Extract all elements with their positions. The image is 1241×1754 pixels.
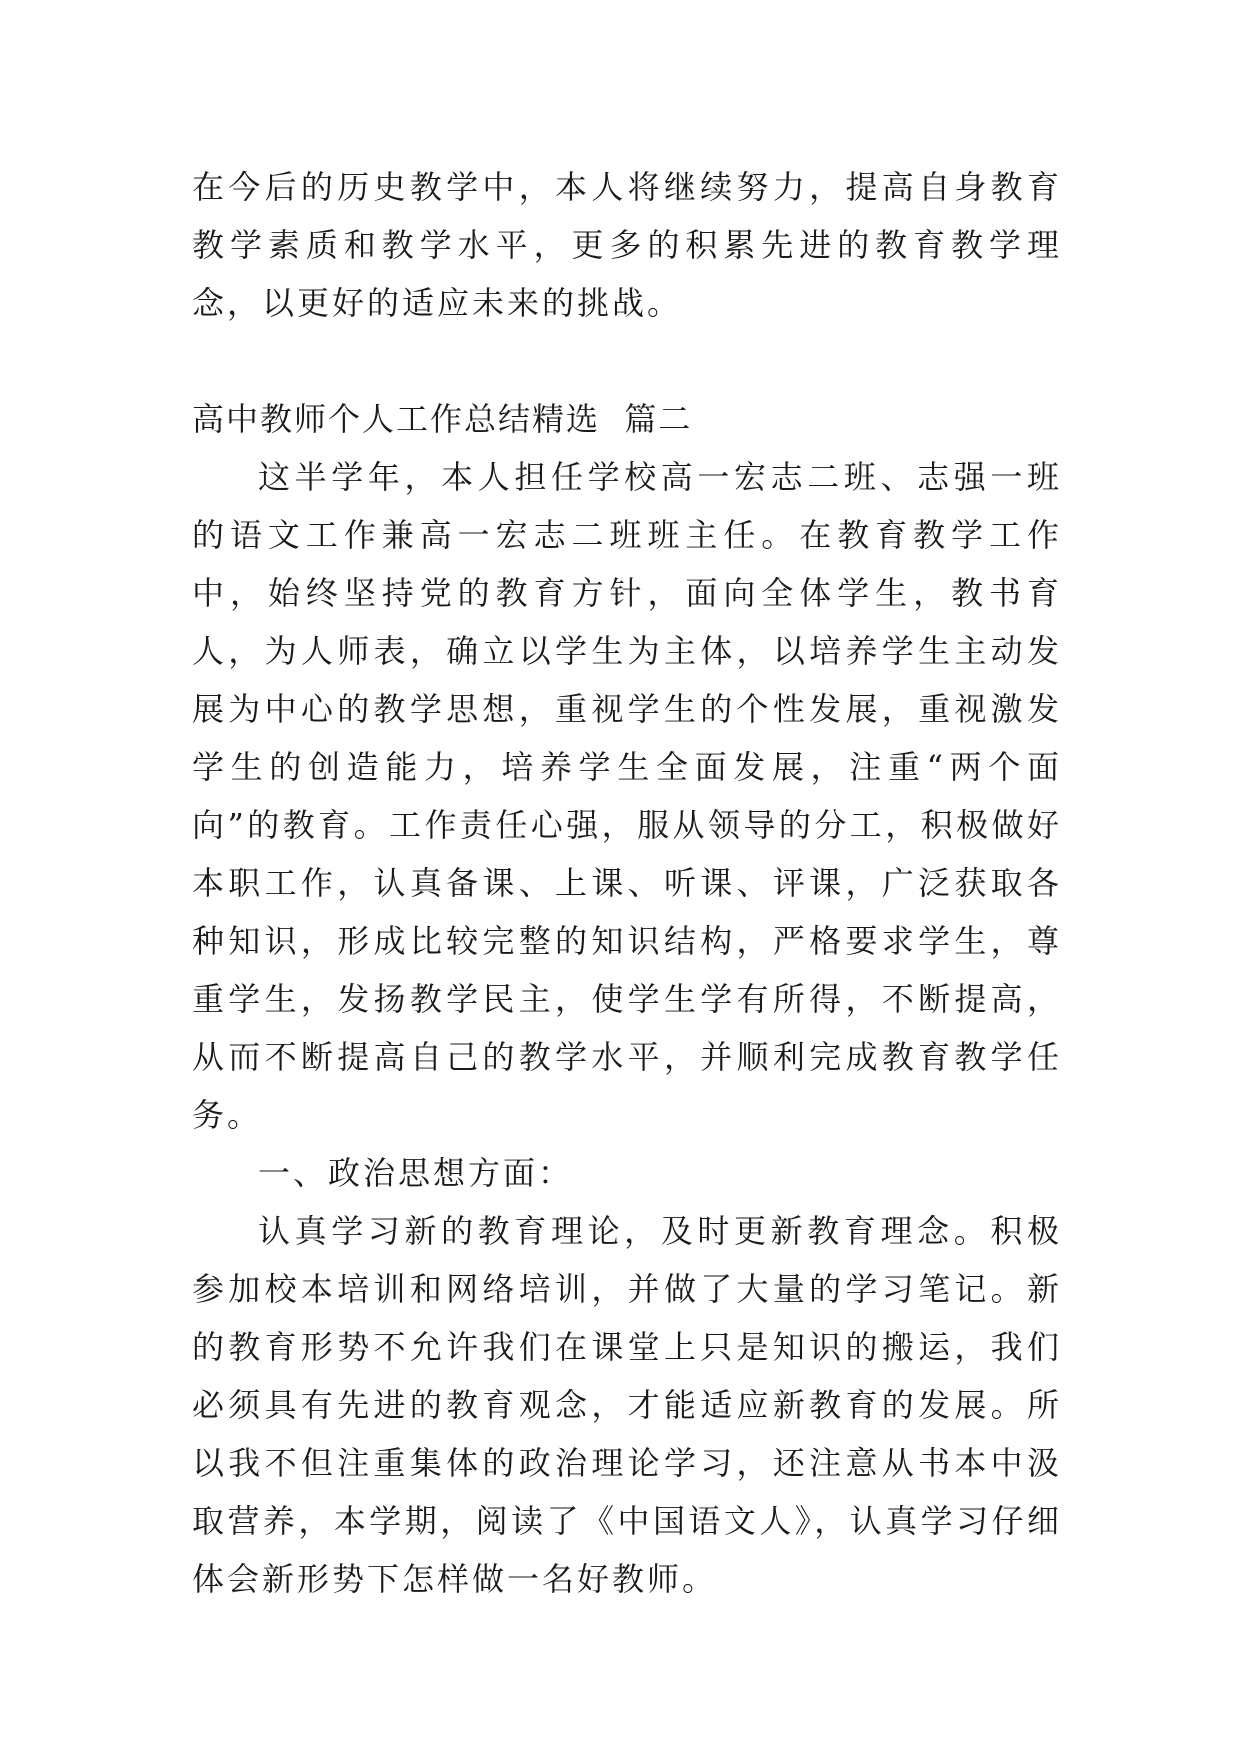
subheading-politics: 一、政治思想方面： [258,1154,574,1192]
document-body [192,158,1062,1608]
body-paragraph-1: 这半学年，本人担任学校高一宏志二班、志强一班的语文工作兼高一宏志二班班主任。在教育教学工作中，始终坚持党的教育方针，面向全体学生，教书育人，为人师表，确立以学生为主体，以培养学生主动发展为中心的教学思想，重视学生的个性发展，重视激发学生的创造能力，培养学生全面发展，注重“两个面向”的教育。工作责任心强，服从领导的分工，积极做好本职工作，认真备课、上课、听课、评课，广泛获取各种知识，形成比较完整的知识结构，严格要求学生，尊重学生，发扬教学民主，使学生学有所得，不断提高，从而不断提高自己的教学水平，并顺利完成教育教学任务。 [192,458,1062,1134]
section-title: 高中教师个人工作总结精选 篇二 [192,400,693,438]
intro-paragraph: 在今后的历史教学中，本人将继续努力，提高自身教育教学素质和教学水平，更多的积累先进的教育教学理念，以更好的适应未来的挑战。 [192,168,1062,322]
body-paragraph-2: 认真学习新的教育理论，及时更新教育理念。积极参加校本培训和网络培训，并做了大量的学习笔记。新的教育形势不允许我们在课堂上只是知识的搬运，我们必须具有先进的教育观念，才能适应新教育的发展。所以我不但注重集体的政治理论学习，还注意从书本中汲取营养，本学期，阅读了《中国语文人》，认真学习仔细体会新形势下怎样做一名好教师。 [192,1212,1062,1598]
paragraph-spacer [192,332,1062,390]
